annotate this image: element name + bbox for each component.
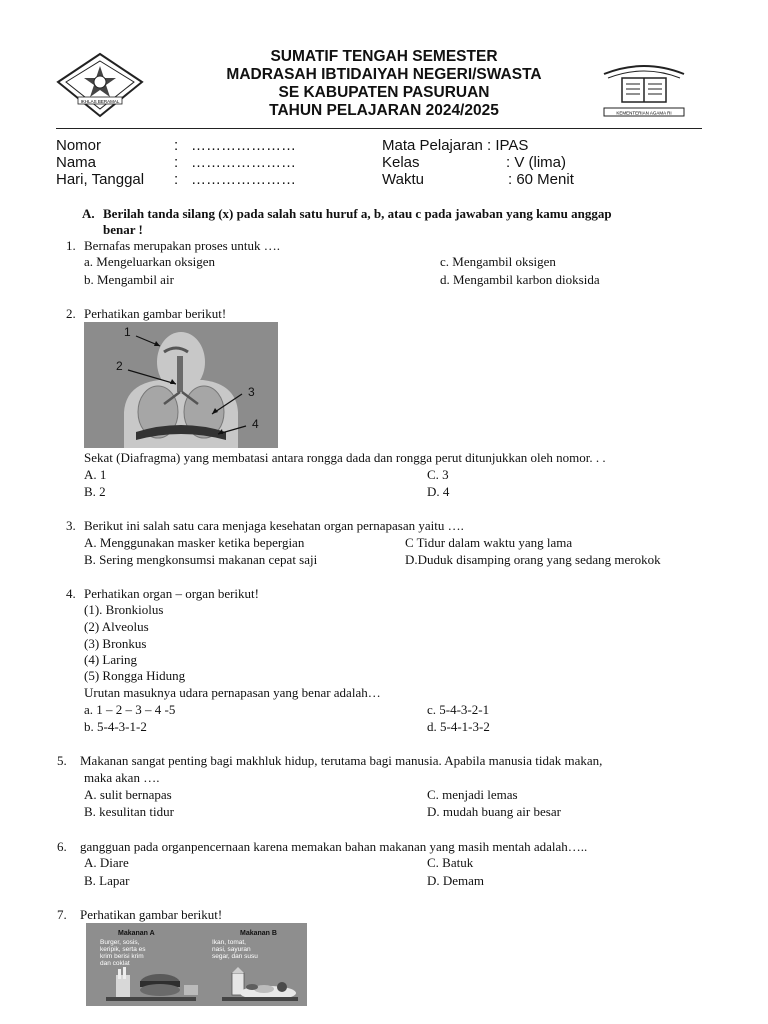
food-b-line-1: Ikan, tomat,	[212, 939, 246, 946]
nomor-label: Nomor	[56, 137, 102, 154]
q5-text: Makanan sangat penting bagi makhluk hidup, terutama bagi manusia. Apabila manusia tidak makan,	[80, 753, 603, 768]
food-comparison-figure	[86, 923, 307, 1006]
healthy-food-illustration	[222, 967, 298, 1001]
q4-number: 4.	[66, 586, 76, 601]
food-a-line-2: keripik, serta es	[100, 946, 146, 953]
fig-label-4: 4	[252, 417, 259, 431]
q4-option-a[interactable]: a. 1 – 2 – 3 – 4 -5	[84, 702, 176, 717]
q4-option-b[interactable]: b. 5-4-3-1-2	[84, 719, 147, 734]
q4-item-5: (5) Rongga Hidung	[84, 668, 186, 683]
q4-option-c[interactable]: c. 5-4-3-2-1	[427, 702, 490, 717]
respiratory-system-figure	[84, 322, 278, 448]
food-a-line-1: Burger, sosis,	[100, 939, 140, 946]
nama-field[interactable]: …………………	[191, 154, 296, 171]
q4-item-3: (3) Bronkus	[84, 636, 147, 651]
q5-number: 5.	[57, 753, 67, 768]
food-a-line-3: krim berisi krim	[100, 953, 144, 960]
q2-option-c[interactable]: C. 3	[427, 467, 449, 482]
kelas-value: : V (lima)	[506, 154, 566, 171]
q4-item-4: (4) Laring	[84, 652, 138, 667]
q4-item-2: (2) Alveolus	[84, 619, 149, 634]
q6-option-d[interactable]: D. Demam	[427, 873, 485, 888]
nomor-colon: :	[174, 137, 179, 154]
q1-option-a[interactable]: a. Mengeluarkan oksigen	[84, 254, 216, 269]
food-b-line-2: nasi, sayuran	[212, 946, 251, 953]
junk-food-illustration	[106, 967, 198, 1001]
q2-number: 2.	[66, 306, 76, 321]
fig-label-2: 2	[116, 359, 123, 373]
q5-option-a[interactable]: A. sulit bernapas	[84, 787, 172, 802]
food-a-title: Makanan A	[118, 930, 155, 937]
q5-option-d[interactable]: D. mudah buang air besar	[427, 804, 561, 819]
q6-text: gangguan pada organpencernaan karena memakan bahan makanan yang masih mentah adalah…..	[80, 839, 588, 854]
q3-option-d[interactable]: D.Duduk disamping orang yang sedang merokok	[405, 552, 661, 567]
q2-option-d[interactable]: D. 4	[427, 484, 450, 499]
q2-text: Perhatikan gambar berikut!	[84, 306, 227, 321]
section-a-instruction-2: benar !	[103, 222, 143, 237]
kelas-label: Kelas	[382, 154, 420, 171]
q5-text-2: maka akan ….	[84, 770, 160, 785]
hari-label: Hari, Tanggal	[56, 171, 145, 188]
fig-label-3: 3	[248, 385, 255, 399]
food-b-line-3: segar, dan susu	[212, 953, 258, 960]
waktu-label: Waktu	[382, 171, 424, 188]
q7-number: 7.	[57, 907, 67, 922]
q3-text: Berikut ini salah satu cara menjaga kesehatan organ pernapasan yaitu ….	[84, 518, 464, 533]
q2-option-a[interactable]: A. 1	[84, 467, 107, 482]
q5-option-c[interactable]: C. menjadi lemas	[427, 787, 518, 802]
q1-text: Bernafas merupakan proses untuk ….	[84, 238, 281, 253]
q7-text: Perhatikan gambar berikut!	[80, 907, 223, 922]
q5-option-b[interactable]: B. kesulitan tidur	[84, 804, 174, 819]
q3-option-c[interactable]: C Tidur dalam waktu yang lama	[405, 535, 573, 550]
nama-label: Nama	[56, 154, 97, 171]
nama-colon: :	[174, 154, 179, 171]
header-divider	[56, 128, 702, 129]
fig-label-1: 1	[124, 325, 131, 339]
header-line-3: SE KABUPATEN PASURUAN	[278, 84, 490, 101]
q2-stem: Sekat (Diafragma) yang membatasi antara rongga dada dan rongga perut ditunjukkan oleh nomor. . .	[84, 450, 606, 465]
q3-option-a[interactable]: A. Menggunakan masker ketika bepergian	[84, 535, 305, 550]
q1-option-b[interactable]: b. Mengambil air	[84, 272, 174, 287]
hari-field[interactable]: …………………	[191, 171, 296, 188]
section-a-instruction: Berilah tanda silang (x) pada salah satu huruf a, b, atau c pada jawaban yang kamu anggap	[103, 206, 612, 221]
nomor-field[interactable]: …………………	[191, 137, 296, 154]
waktu-value: : 60 Menit	[508, 171, 574, 188]
right-logo-text: KEMENTERIAN AGAMA RI	[616, 110, 672, 116]
q1-option-c[interactable]: c. Mengambil oksigen	[440, 254, 556, 269]
q1-number: 1.	[66, 238, 76, 253]
hari-colon: :	[174, 171, 179, 188]
q6-option-a[interactable]: A. Diare	[84, 855, 129, 870]
header-line-4: TAHUN PELAJARAN 2024/2025	[269, 102, 499, 119]
q4-item-1: (1). Bronkiolus	[84, 602, 164, 617]
mapel-label: Mata Pelajaran	[382, 137, 483, 154]
q6-number: 6.	[57, 839, 67, 854]
q1-option-d[interactable]: d. Mengambil karbon dioksida	[440, 272, 600, 287]
q3-option-b[interactable]: B. Sering mengkonsumsi makanan cepat saji	[84, 552, 318, 567]
q4-text: Perhatikan organ – organ berikut!	[84, 586, 259, 601]
food-b-title: Makanan B	[240, 930, 277, 937]
q6-option-b[interactable]: B. Lapar	[84, 873, 130, 888]
header-line-2: MADRASAH IBTIDAIYAH NEGERI/SWASTA	[226, 66, 542, 83]
madrasah-logo-right	[598, 56, 690, 122]
q2-option-b[interactable]: B. 2	[84, 484, 106, 499]
q6-option-c[interactable]: C. Batuk	[427, 855, 474, 870]
madrasah-logo-left	[56, 52, 144, 118]
left-logo-text: IKHLAS BERAMAL	[80, 99, 120, 104]
section-a-letter: A.	[82, 206, 95, 221]
q4-stem: Urutan masuknya udara pernapasan yang benar adalah…	[84, 685, 381, 700]
mapel-value: : IPAS	[487, 137, 529, 154]
header-line-1: SUMATIF TENGAH SEMESTER	[270, 48, 498, 65]
q4-option-d[interactable]: d. 5-4-1-3-2	[427, 719, 490, 734]
food-a-line-4: dan coklat	[100, 960, 130, 967]
q3-number: 3.	[66, 518, 76, 533]
